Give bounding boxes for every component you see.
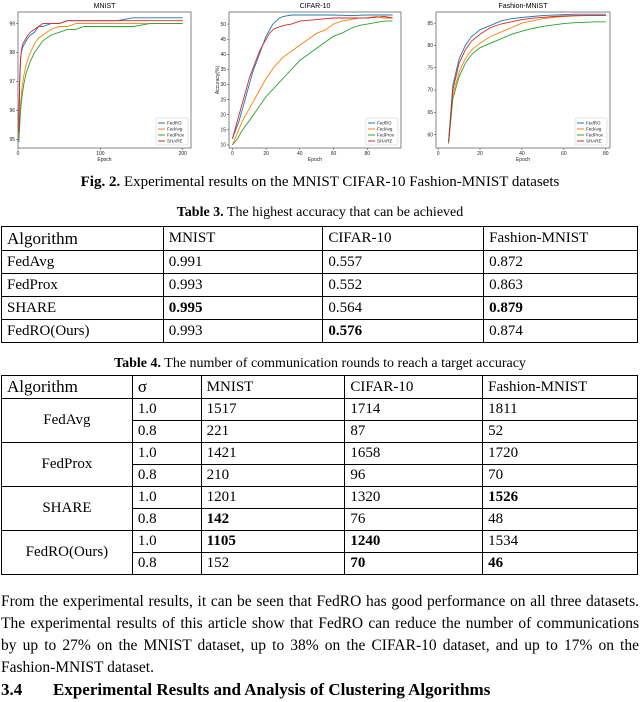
legend-label: FedProx [586, 132, 604, 138]
table-cell [345, 531, 483, 553]
y-tick-label: 50 [220, 21, 226, 28]
table-cell: 1.0 [132, 443, 201, 465]
table-cell: 0.8 [132, 465, 201, 487]
x-tick-label: 60 [561, 151, 567, 157]
table-cell: 1517 [201, 399, 345, 421]
table-cell: 1.0 [132, 399, 201, 421]
x-tick-label: 60 [330, 151, 337, 157]
best-value: 0.879 [489, 299, 523, 316]
legend-label: SHARE [167, 138, 183, 144]
table-cell: 1658 [345, 443, 483, 465]
x-axis-label: Epoch [307, 157, 323, 163]
y-tick-label: 80 [427, 43, 433, 50]
y-tick-label: 99 [9, 21, 15, 28]
chart-mnist [0, 0, 212, 168]
table4-header-row [2, 376, 638, 399]
x-tick-label: 0 [230, 151, 234, 157]
y-tick-label: 20 [220, 112, 226, 119]
y-tick-label: 70 [427, 87, 433, 94]
best-value: 1105 [206, 533, 236, 549]
best-value: 70 [350, 555, 366, 571]
chart-title: MNIST [93, 3, 116, 10]
x-tick-label: 0 [16, 151, 20, 157]
y-tick-label: 45 [220, 36, 226, 43]
x-tick-label: 80 [364, 151, 371, 157]
series-line-share [19, 21, 183, 134]
table-cell: 152 [201, 553, 345, 575]
table-row [2, 443, 638, 465]
table-cell: 0.991 [163, 251, 323, 274]
figure-caption-text: Experimental results on the MNIST CIFAR-10 Fashion-MNIST datasets [120, 174, 560, 190]
table-cell: 96 [345, 465, 483, 487]
legend-label: FedRO [586, 120, 601, 126]
legend-label: FedRO [377, 120, 392, 126]
table4-header-cell: MNIST [201, 376, 345, 399]
table3-header-cell: MNIST [163, 227, 323, 251]
table-row [2, 487, 638, 509]
table-row [2, 274, 638, 297]
table-cell: 1320 [345, 487, 483, 509]
y-tick-label: 95 [9, 137, 15, 144]
table-row [2, 251, 638, 274]
legend-label: FedProx [377, 132, 395, 138]
table-cell: 0.874 [484, 320, 638, 343]
x-tick-label: 80 [603, 151, 609, 157]
table3-header-cell: Fashion-MNIST [484, 227, 638, 251]
table-cell: 76 [345, 509, 483, 531]
table-cell [483, 553, 638, 575]
algorithm-cell: SHARE [2, 487, 133, 531]
y-tick-label: 97 [9, 79, 15, 86]
legend-label: SHARE [377, 138, 393, 144]
table-cell [483, 487, 638, 509]
algorithm-cell: FedProx [2, 443, 133, 487]
chart-cifar10-svg [212, 0, 424, 168]
table-cell [484, 297, 638, 320]
table-cell: 0.872 [484, 251, 638, 274]
figure-caption-label: Fig. 2. [80, 174, 121, 190]
legend-label: FedAvg [167, 126, 183, 132]
best-value: 46 [488, 555, 504, 571]
table-cell: 70 [483, 465, 638, 487]
legend-label: FedProx [167, 132, 185, 138]
table-cell: 0.564 [323, 297, 484, 320]
table-cell: FedRO(Ours) [2, 320, 164, 343]
table4-header-cell: σ [132, 376, 201, 399]
section-number: 3.4 [1, 680, 23, 699]
table-cell [201, 509, 345, 531]
table-cell: 0.993 [163, 274, 323, 297]
table-cell: 1421 [201, 443, 345, 465]
figure-caption [0, 174, 640, 191]
algorithm-cell: FedRO(Ours) [2, 531, 133, 575]
table-cell: 0.8 [132, 421, 201, 443]
legend-label: FedAvg [586, 126, 602, 132]
table-cell: 1.0 [132, 531, 201, 553]
y-tick-label: 15 [220, 127, 226, 134]
x-tick-label: 0 [436, 151, 440, 157]
y-tick-label: 30 [220, 82, 226, 89]
chart-fashion-mnist [424, 0, 640, 168]
table-cell: 48 [483, 509, 638, 531]
y-tick-label: 65 [427, 110, 433, 117]
table-cell [345, 553, 483, 575]
chart-cifar10 [212, 0, 424, 168]
y-tick-label: 60 [427, 132, 433, 139]
x-tick-label: 20 [477, 151, 483, 157]
table-cell: SHARE [2, 297, 164, 320]
table3 [1, 226, 638, 343]
table-cell: 221 [201, 421, 345, 443]
x-axis-label: Epoch [97, 157, 112, 163]
best-value: 1526 [488, 489, 519, 505]
body-paragraph: From the experimental results, it can be seen that FedRO has good performance on all three datasets. The experimental results of this article show that FedRO can reduce the number of communications by up to 27% on the MNIST dataset, up to 38% on the CIFAR-10 dataset, and up to 17% on the Fashion-MNIST dataset. [1, 593, 639, 676]
table-row [2, 297, 638, 320]
y-tick-label: 40 [220, 52, 226, 59]
y-tick-label: 10 [220, 142, 226, 149]
chart-title: Fashion-MNIST [498, 3, 548, 10]
chart-fashion-mnist-svg [424, 0, 640, 168]
x-tick-label: 100 [96, 151, 105, 157]
table3-caption [0, 205, 640, 221]
table4-caption-label: Table 4. [114, 356, 162, 371]
y-tick-label: 75 [427, 65, 433, 72]
table4 [1, 375, 638, 575]
table-row [2, 320, 638, 343]
x-axis-label: Epoch [515, 157, 531, 163]
table3-caption-label: Table 3. [176, 205, 224, 220]
table-cell [201, 531, 345, 553]
y-tick-label: 25 [220, 97, 226, 104]
table-cell: 0.552 [323, 274, 484, 297]
table3-caption-text: The highest accuracy that can be achieved [223, 205, 464, 220]
y-tick-label: 98 [9, 50, 15, 57]
best-value: 0.995 [168, 299, 203, 316]
y-tick-label: 96 [9, 108, 15, 115]
y-axis-label: Accuracy(%) [215, 65, 221, 95]
table-cell: 1714 [345, 399, 483, 421]
x-tick-label: 40 [297, 151, 303, 157]
table-cell: 0.863 [484, 274, 638, 297]
chart-title: CIFAR-10 [299, 3, 331, 10]
table-cell: 1811 [483, 399, 638, 421]
table-cell [163, 297, 323, 320]
table-row [2, 531, 638, 553]
table-cell [323, 320, 484, 343]
table4-caption-text: The number of communication rounds to reach a target accuracy [161, 356, 526, 371]
table4-header-cell: CIFAR-10 [345, 376, 483, 399]
algorithm-cell: FedAvg [2, 399, 133, 443]
table-cell: 87 [345, 421, 483, 443]
table-cell: 1534 [483, 531, 638, 553]
chart-mnist-svg [0, 0, 212, 168]
legend-label: FedRO [167, 120, 182, 126]
table-row [2, 399, 638, 421]
table3-header-row [2, 227, 638, 251]
y-tick-label: 35 [220, 67, 226, 74]
table-cell: 0.993 [163, 320, 323, 343]
x-tick-label: 40 [519, 151, 525, 157]
table-cell: 0.8 [132, 509, 201, 531]
table-cell: 52 [483, 421, 638, 443]
x-tick-label: 20 [263, 151, 269, 157]
table4-header-cell: Algorithm [2, 376, 133, 399]
legend-label: FedAvg [377, 126, 393, 132]
table4-header-cell: Fashion-MNIST [483, 376, 638, 399]
best-value: 142 [206, 511, 230, 527]
table3-header-cell: CIFAR-10 [323, 227, 484, 251]
table-cell: FedAvg [2, 251, 164, 274]
legend-label: SHARE [586, 138, 602, 144]
table-cell: 0.8 [132, 553, 201, 575]
table-cell: 1201 [201, 487, 345, 509]
x-tick-label: 200 [178, 151, 187, 157]
table-cell: 1.0 [132, 487, 201, 509]
table-cell: 210 [201, 465, 345, 487]
table-cell: FedProx [2, 274, 164, 297]
section-title: Experimental Results and Analysis of Clustering Algorithms [53, 680, 491, 699]
best-value: 1240 [350, 533, 381, 549]
best-value: 0.576 [328, 322, 363, 339]
table-cell: 1720 [483, 443, 638, 465]
table4-caption [0, 356, 640, 372]
y-tick-label: 85 [427, 20, 433, 27]
table3-header-cell: Algorithm [2, 227, 164, 251]
section-heading [1, 680, 490, 700]
table-cell: 0.557 [323, 251, 484, 274]
